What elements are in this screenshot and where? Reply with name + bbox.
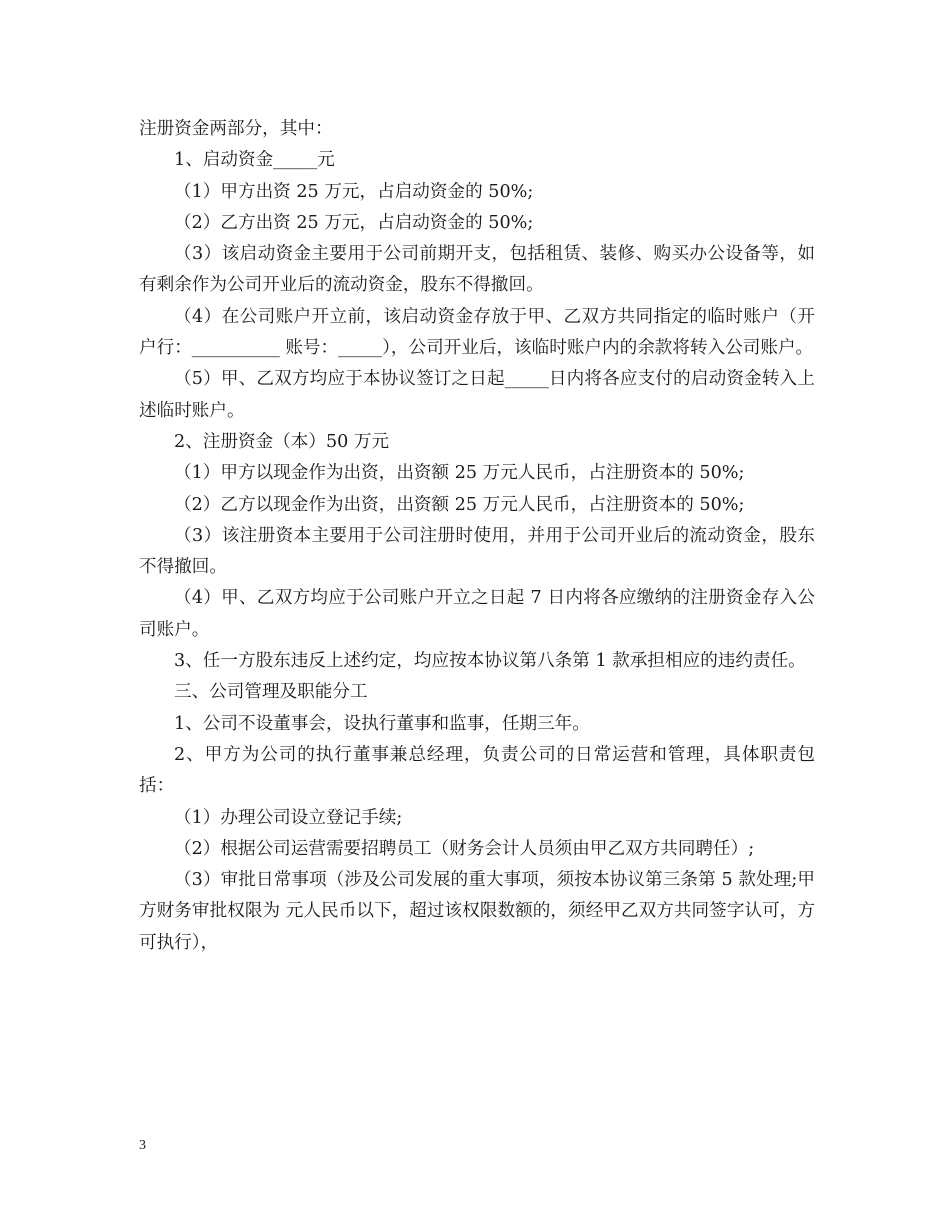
document-body	[139, 114, 815, 959]
paragraph: （3）该启动资金主要用于公司前期开支，包括租赁、装修、购买办公设备等，如有剩余作为公司开业后的流动资金，股东不得撤回。	[139, 244, 815, 296]
paragraph: （2）乙方出资 25 万元，占启动资金的 50%;	[174, 212, 534, 233]
page-number: 3	[139, 1138, 146, 1153]
paragraph: （3）审批日常事项（涉及公司发展的重大事项，须按本协议第三条第 5 款处理;甲方财务审批权限为 元人民币以下，超过该权限数额的，须经甲乙双方共同签字认可，方可执行），	[139, 870, 815, 953]
paragraph: 3、任一方股东违反上述约定，均应按本协议第八条第 1 款承担相应的违约责任。	[174, 651, 806, 672]
paragraph: （3）该注册资本主要用于公司注册时使用，并用于公司开业后的流动资金，股东不得撤回。	[139, 525, 815, 578]
paragraph: （4）在公司账户开立前，该启动资金存放于甲、乙双方共同指定的临时账户（开户行：__________ 账号：_____），公司开业后，该临时账户内的余款将转入公司账户。	[139, 306, 815, 359]
paragraph: （4）甲、乙双方均应于公司账户开立之日起 7 日内将各应缴纳的注册资金存入公司账户。	[139, 588, 815, 640]
paragraph: 2、注册资金（本）50 万元	[174, 431, 390, 452]
paragraph: 注册资金两部分，其中：	[139, 119, 333, 139]
paragraph: （5）甲、乙双方均应于本协议签订之日起_____日内将各应支付的启动资金转入上述临时账户。	[139, 369, 815, 421]
section-heading: 三、公司管理及职能分工	[174, 682, 368, 703]
paragraph: （1）办理公司设立登记手续;	[174, 807, 403, 828]
paragraph: （1）甲方以现金作为出资，出资额 25 万元人民币，占注册资本的 50%;	[174, 463, 745, 484]
paragraph: 1、启动资金_____元	[174, 150, 335, 171]
paragraph: 1、公司不设董事会，设执行董事和监事，任期三年。	[174, 713, 590, 734]
paragraph: 2、甲方为公司的执行董事兼总经理，负责公司的日常运营和管理，具体职责包括：	[139, 744, 815, 797]
paragraph: （1）甲方出资 25 万元，占启动资金的 50%;	[174, 181, 534, 202]
paragraph: （2）根据公司运营需要招聘员工（财务会计人员须由甲乙双方共同聘任）;	[174, 838, 755, 859]
paragraph: （2）乙方以现金作为出资，出资额 25 万元人民币，占注册资本的 50%;	[174, 494, 745, 515]
